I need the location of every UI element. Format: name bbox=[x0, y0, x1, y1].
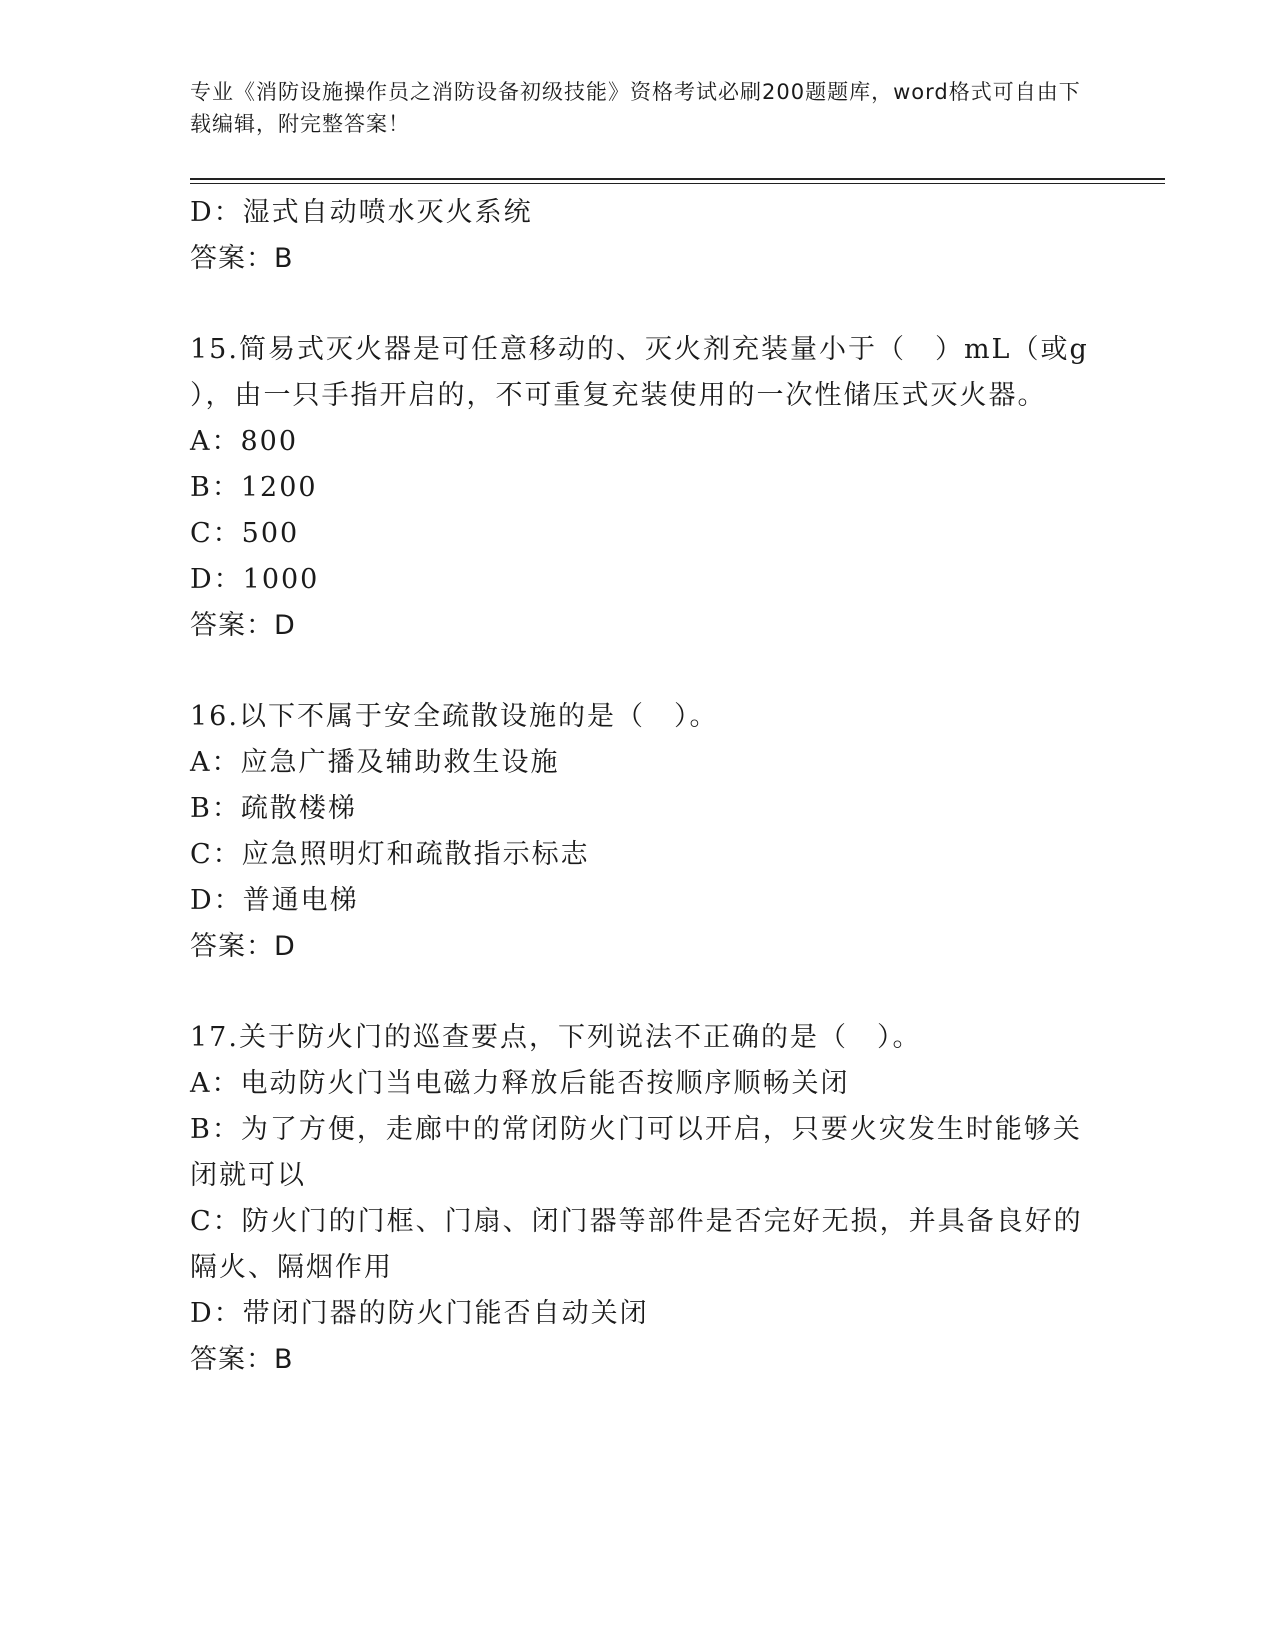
question-stem: 15.简易式灭火器是可任意移动的、灭火剂充装量小于（ ）mL（或g bbox=[190, 334, 1089, 365]
header-divider bbox=[190, 178, 1165, 184]
option-c: C：应急照明灯和疏散指示标志 bbox=[190, 839, 590, 870]
question-16 bbox=[190, 694, 1090, 970]
answer: 答案：D bbox=[190, 931, 296, 962]
question-stem: 17.关于防火门的巡查要点，下列说法不正确的是（ ）。 bbox=[190, 1022, 922, 1053]
option-a: A：800 bbox=[190, 426, 299, 457]
option-b-cont: 闭就可以 bbox=[190, 1160, 306, 1191]
option-c: C：防火门的门框、门扇、闭门器等部件是否完好无损，并具备良好的 bbox=[190, 1206, 1083, 1237]
option-b: B：1200 bbox=[190, 472, 318, 503]
prev-answer: 答案：B bbox=[190, 243, 294, 274]
option-b: B：为了方便，走廊中的常闭防火门可以开启，只要火灾发生时能够关 bbox=[190, 1114, 1082, 1145]
question-17 bbox=[190, 1015, 1090, 1383]
option-a: A：应急广播及辅助救生设施 bbox=[190, 747, 560, 778]
option-d: D：1000 bbox=[190, 564, 320, 595]
page-header: 专业《消防设施操作员之消防设备初级技能》资格考试必刷200题题库，word格式可自由下载编辑，附完整答案！ bbox=[190, 80, 1081, 136]
option-c: C：500 bbox=[190, 518, 300, 549]
question-content bbox=[190, 190, 1090, 1383]
option-b: B：疏散楼梯 bbox=[190, 793, 357, 824]
question-stem: 16.以下不属于安全疏散设施的是（ ）。 bbox=[190, 701, 719, 732]
option-d: D：普通电梯 bbox=[190, 885, 359, 916]
option-c-cont: 隔火、隔烟作用 bbox=[190, 1252, 393, 1283]
answer: 答案：D bbox=[190, 610, 296, 641]
question-15 bbox=[190, 327, 1090, 649]
option-a: A：电动防火门当电磁力释放后能否按顺序顺畅关闭 bbox=[190, 1068, 850, 1099]
option-d: D：带闭门器的防火门能否自动关闭 bbox=[190, 1298, 649, 1329]
prev-option-d: D：湿式自动喷水灭火系统 bbox=[190, 197, 533, 228]
answer: 答案：B bbox=[190, 1344, 294, 1375]
question-stem-cont: ），由一只手指开启的，不可重复充装使用的一次性储压式灭火器。 bbox=[190, 380, 1047, 411]
